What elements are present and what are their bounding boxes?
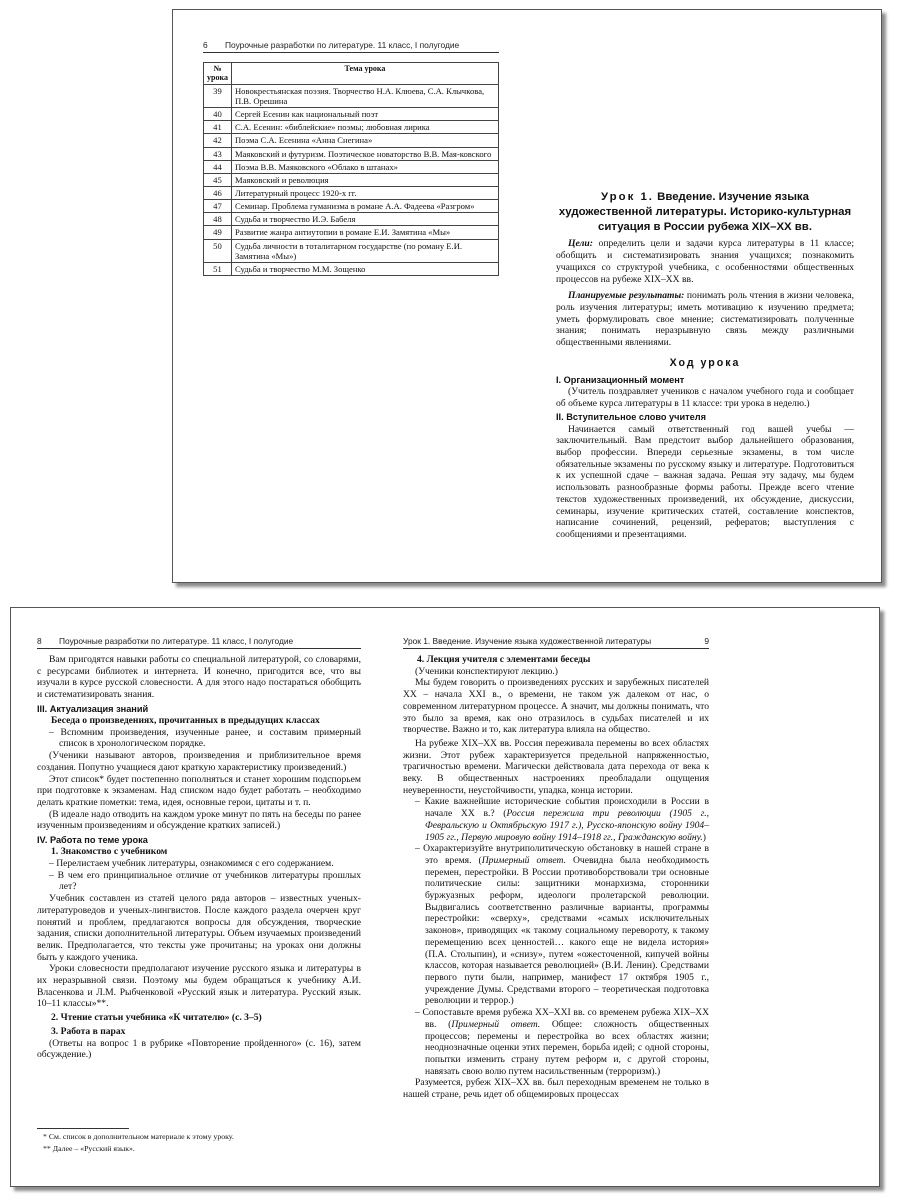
running-head-title: Урок 1. Введение. Изучение языка художественной литературы [403, 636, 652, 646]
table-row [204, 226, 499, 239]
lesson-topic-cell: Поэма В.В. Маяковского «Облако в штанах» [231, 160, 498, 173]
footnote: ** Далее – «Русский язык». [43, 1144, 135, 1154]
paragraph: (Ответы на вопрос 1 в рубрике «Повторение пройденного» (с. 16), затем обсуждение.) [37, 1037, 361, 1061]
lesson-number-cell: 46 [204, 187, 232, 200]
table-row [204, 173, 499, 186]
paragraph: (Ученики называют авторов, произведения и приблизительное время создания. Попутно учащиеся дают краткую характеристику произведений.) [37, 750, 361, 773]
table-row [204, 262, 499, 275]
page-number: 8 [37, 636, 42, 646]
lesson-number-cell: 41 [204, 121, 232, 134]
table-row [204, 239, 499, 262]
section-3-heading: III. Актуализация знаний [37, 703, 149, 714]
lessons-table-wrap [203, 62, 499, 276]
lesson-topic-cell: Семинар. Проблема гуманизма в романе А.А. Фадеева «Разгром» [231, 200, 498, 213]
table-row [204, 147, 499, 160]
paragraph: Этот список* будет постепенно пополняться и станет хорошим подспорьем при подготовке к экзаменам. Над списком надо будет работать – необходимо делать краткие пометки: тема, идея, основные герои, цитаты и т. п. [37, 773, 361, 808]
paragraph: На рубеже XIX–XX вв. Россия переживала перемены во всех областях жизни. Этот рубеж характеризуется предельной напряженностью, трагичностью времени. Магически действовала дата перехода от века к веку. В общественных настроениях преобладали ощущения неуверенности, неустойчивости, упадка, конца истории. [403, 737, 709, 796]
paragraph: Уроки словесности предполагают изучение русского языка и литературы в их неразрывной связи. Поэтому мы будем обращаться к учебнику А.И. Власенкова и Л.М. Рыбченковой «Русский язык и литература. Русский язык. 10–11 классы»**. [37, 963, 361, 1010]
lesson-topic-cell: Судьба и творчество М.М. Зощенко [231, 262, 498, 275]
dash-item: – Перелистаем учебник литературы, ознакомимся с его содержанием. [49, 857, 334, 869]
lesson-number-cell: 49 [204, 226, 232, 239]
table-header-row [204, 63, 499, 85]
subsection-3-heading: 3. Работа в парах [51, 1025, 126, 1037]
lessons-table-body [204, 84, 499, 275]
running-head-title: Поурочные разработки по литературе. 11 класс, I полугодие [225, 40, 460, 50]
subsection-4-heading: 4. Лекция учителя с элементами беседы [417, 654, 591, 665]
section-1-text: (Учитель поздравляет учеников с началом учебного года и сообщает об объеме курса литературы в 11 классе: три урока в неделю.) [556, 385, 854, 409]
lesson-goals: Цели: определить цели и задачи курса литературы в 11 классе; обобщить и систематизировать знания учащихся; познакомить учащихся со структурой учебника, с особенностями общественных процессов на рубеже XIX–XX вв. [556, 238, 854, 285]
lesson-topic-cell: Маяковский и революция [231, 173, 498, 186]
lesson-topic-cell: Развитие жанра антиутопии в романе Е.И. Замятина «Мы» [231, 226, 498, 239]
subsection-2-heading: 2. Чтение статьи учебника «К читателю» (с. 3–5) [51, 1012, 262, 1024]
subsection-1-heading: 1. Знакомство с учебником [51, 846, 168, 858]
page-8 [37, 608, 361, 1186]
paragraph: Учебник составлен из статей целого ряда авторов – известных ученых-литературоведов и ученых-лингвистов. После каждого раздела очерчен круг понятий и проблем, предлагаются вопросы для обсуждения, творческие задания, списки дополнительной литературы. Объем изучаемых произведений велик. Предполагается, что тексты уже прочитаны; на уроках они должны быть у каждого ученика. [37, 893, 361, 963]
lesson-number-cell: 45 [204, 173, 232, 186]
table-row [204, 187, 499, 200]
footnotes [37, 1128, 361, 1155]
lesson-results: Планируемые результаты: понимать роль чтения в жизни человека, роль изучения литературы; иметь мотивацию к изучению предмета; уметь формулировать свое мнение; систематизировать полученные знания; понимать неразрывную связь между различными общественными явлениями. [556, 290, 854, 349]
lesson-topic-cell: Сергей Есенин как национальный поэт [231, 108, 498, 121]
page-8-body [37, 654, 361, 1061]
running-head [203, 40, 499, 53]
footnote: * См. список в дополнительном материале к этому уроку. [43, 1132, 234, 1141]
lessons-table [203, 62, 499, 276]
bottom-page-spread [10, 607, 880, 1187]
lesson-number-cell: 47 [204, 200, 232, 213]
lesson-topic-cell: Литературный процесс 1920-х гг. [231, 187, 498, 200]
lesson-course-heading: Ход урока [669, 356, 741, 369]
dash-item: – Сопоставьте время рубежа XX–XXI вв. со временем рубежа XIX–XX вв. (Примерный ответ. Общее: сложность общественных процессов; перемены и перестройка во всех областях жизни; неоднозначные оценки этих перемен, борьба идей; с одной стороны, попытки изменить страну путем реформ и, с другой стороны, навязать свою волю путем насильственным (терроризм).) [415, 1007, 709, 1077]
paragraph: Разумеется, рубеж XIX–XX вв. был переходным временем не только в нашей стране, речь идет об общемировых процессах [403, 1077, 709, 1101]
lesson-number-cell: 39 [204, 84, 232, 107]
lesson-intro [556, 190, 854, 541]
col-number-header: № урока [204, 63, 232, 85]
lesson-number-cell: 43 [204, 147, 232, 160]
page-9-body [403, 654, 709, 1101]
running-head [403, 636, 709, 649]
section-2-text: Начинается самый ответственный год вашей учебы — заключительный. Вам предстоит выбор дальнейшего образования, выбор профессии. Впереди серьезные экзамены, в том числе обязательные экзамены по русскому языку и литературе. Подготовиться к их успешной сдаче – важная задача. Решая эту задачу, мы будем использовать разнообразные формы работы. Прежде всего чтение текстов художественных произведений, их обсуждение, дискуссии, семинары, изучение критических статей, составление конспектов, написание сочинений, рецензий, рефератов; выступления с сообщениями и презентациями. [556, 423, 854, 540]
lesson-title: Урок 1. Введение. Изучение языка художественной литературы. Историко-культурная ситуация в России рубежа XIX–XX вв. [558, 191, 852, 233]
page-6 [203, 10, 499, 582]
lesson-topic-cell: Судьба и творчество И.Э. Бабеля [231, 213, 498, 226]
paragraph: Вам пригодятся навыки работы со специальной литературой, со словарями, с ресурсами библиотек и интернета. И конечно, пригодится все, что вы изучали в курсе русской словесности. А для этого надо постараться обобщить и систематизировать знания. [37, 654, 361, 701]
lesson-topic-cell: С.А. Есенин: «библейские» поэмы; любовная лирика [231, 121, 498, 134]
lesson-number-cell: 42 [204, 134, 232, 147]
col-topic-header: Тема урока [231, 63, 498, 85]
lesson-number-cell: 40 [204, 108, 232, 121]
lesson-number-cell: 50 [204, 239, 232, 262]
lesson-topic-cell: Новокрестьянская поэзия. Творчество Н.А. Клюева, С.А. Клычкова, П.В. Орешина [231, 84, 498, 107]
section-1-heading: I. Организационный момент [556, 374, 685, 385]
table-row [204, 200, 499, 213]
paragraph: (Ученики конспектируют лекцию.) [415, 665, 558, 677]
dash-item: – В чем его принципиальное отличие от учебников литературы прошлых лет? [49, 869, 361, 893]
paragraph: (В идеале надо отводить на каждом уроке минут по пять на беседы по ранее изученным произведениям и обсуждение кратких записей.) [37, 808, 361, 832]
lesson-topic-cell: Поэма С.А. Есенина «Анна Снегина» [231, 134, 498, 147]
section-2-heading: II. Вступительное слово учителя [556, 412, 706, 423]
running-head [37, 636, 361, 649]
running-head-title: Поурочные разработки по литературе. 11 класс, I полугодие [59, 636, 294, 646]
page-number: 9 [704, 636, 709, 646]
paragraph: Мы будем говорить о произведениях русских и зарубежных писателей XX – начала XXI в., о времени, не таком уж далеком от нас, о современном литературном процессе. А значит, мы должны понимать, что это было за время, как оно отразилось в судьбах писателей и их творчестве. Важно и то, как литература влияла на общество. [403, 677, 709, 736]
conversation-heading: Беседа о произведениях, прочитанных в предыдущих классах [51, 715, 320, 727]
table-row [204, 84, 499, 107]
lesson-number-cell: 44 [204, 160, 232, 173]
footnote-rule [37, 1128, 129, 1129]
page-7 [556, 10, 854, 582]
lesson-topic-cell: Судьба личности в тоталитарном государстве (по роману Е.И. Замятина «Мы») [231, 239, 498, 262]
dash-item: – Какие важнейшие исторические события происходили в России в начале XX в.? (Россия пережила три революции (1905 г., Февральскую и Октябрьскую 1917 г.), Русско-японскую войну 1904–1905 гг., Первую мировую войну 1914–1918 гг., Гражданскую войну.) [415, 796, 710, 843]
section-4-heading: IV. Работа по теме урока [37, 835, 148, 846]
table-row [204, 213, 499, 226]
page-number: 6 [203, 40, 208, 50]
table-row [204, 134, 499, 147]
table-row [204, 160, 499, 173]
page-9 [403, 608, 709, 1186]
lesson-number-cell: 51 [204, 262, 232, 275]
table-row [204, 121, 499, 134]
dash-item: – Вспомним произведения, изученные ранее, и составим примерный список в хронологическом порядке. [49, 726, 361, 750]
dash-item: – Охарактеризуйте внутриполитическую обстановку в нашей стране в это время. (Примерный ответ. Очевидна была необходимость перемен, перестройки. В России противоборствовали три основные политические силы: защитники монархизма, сторонники буржуазных реформ, идеологи пролетарской революции. Выдвигались соответственно различные варианты, программы перестройки: «сверху», средствами «самых исключительных законов», приводящих «к такому социальному перевороту, к такому перемещению всех ценностей… какого еще не видела история» (П.А. Столыпин), и «снизу», путем «ожесточенной, кипучей войны классов, которая называется революцией» (В.И. Ленин). Средствами первого пути были, например, манифест 17 октября 1905 г., учреждение Думы. Средствами второго – теоретическая подготовка революции и террор.) [415, 843, 709, 1007]
lesson-number-cell: 48 [204, 213, 232, 226]
lesson-topic-cell: Маяковский и футуризм. Поэтическое новаторство В.В. Мая-ковского [231, 147, 498, 160]
table-row [204, 108, 499, 121]
top-page-spread [172, 9, 882, 583]
